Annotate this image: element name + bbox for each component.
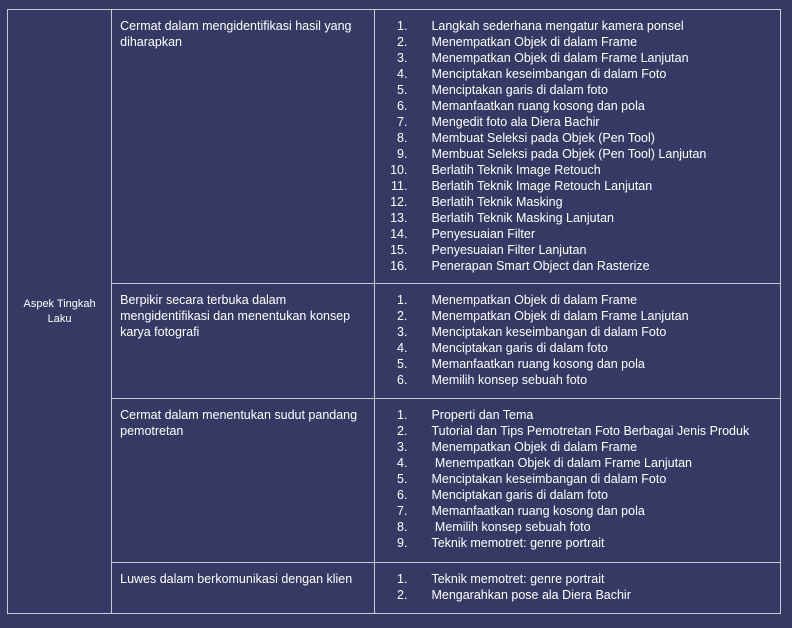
list-item-text: Menempatkan Objek di dalam Frame (431, 293, 638, 307)
list-item (375, 535, 776, 551)
indicator-cell (112, 563, 375, 614)
list-item-number: 12. (390, 195, 408, 209)
aspect-label: Aspek Tingkah Laku (23, 297, 96, 325)
list-item-number: 3. (397, 440, 408, 454)
table-row (8, 284, 781, 399)
list-item-number: 3. (397, 325, 408, 339)
list-item (375, 519, 776, 535)
list-item-text: Menciptakan keseimbangan di dalam Foto (431, 472, 667, 486)
list-item-text: Memilih konsep sebuah foto (431, 520, 591, 534)
list-item-number: 11. (391, 179, 408, 193)
list-item-text: Berlatih Teknik Image Retouch (431, 163, 601, 177)
indicator-text: Cermat dalam mengidentifikasi hasil yang diharapkan (120, 19, 352, 49)
material-list-cell (375, 284, 781, 399)
list-item-text: Memilih konsep sebuah foto (431, 373, 588, 387)
list-item-text: Menempatkan Objek di dalam Frame Lanjutan (431, 51, 689, 65)
list-item (375, 471, 776, 487)
list-item (375, 340, 776, 356)
list-item (375, 439, 776, 455)
list-item-number: 16. (390, 259, 408, 273)
list-item-text: Langkah sederhana mengatur kamera ponsel (431, 19, 684, 33)
list-item-number: 1. (397, 408, 408, 422)
list-item (375, 18, 776, 34)
list-item-number: 4. (397, 341, 408, 355)
list-item (375, 292, 776, 308)
list-item-text: Penerapan Smart Object dan Rasterize (431, 259, 650, 273)
list-item-number: 5. (397, 357, 408, 371)
list-item-number: 13. (390, 211, 408, 225)
indicator-text: Cermat dalam menentukan sudut pandang pemotretan (120, 408, 358, 438)
list-item-number: 6. (397, 373, 408, 387)
list-item (375, 308, 776, 324)
list-item-number: 3. (397, 51, 408, 65)
competency-table (7, 9, 781, 614)
list-item-text: Menciptakan garis di dalam foto (431, 488, 608, 502)
list-item (375, 98, 776, 114)
list-item (375, 130, 776, 146)
list-item-number: 10. (390, 163, 408, 177)
list-item (375, 178, 776, 194)
list-item (375, 34, 776, 50)
list-item-text: Menempatkan Objek di dalam Frame Lanjutan (431, 309, 689, 323)
list-item-text: Menciptakan keseimbangan di dalam Foto (431, 67, 667, 81)
list-item-text: Penyesuaian Filter Lanjutan (431, 243, 587, 257)
list-item-number: 6. (397, 99, 408, 113)
list-item-text: Membuat Seleksi pada Objek (Pen Tool) Lanjutan (431, 147, 707, 161)
list-item-number: 2. (397, 35, 408, 49)
list-item (375, 571, 776, 587)
list-item (375, 258, 776, 274)
list-item-text: Memanfaatkan ruang kosong dan pola (431, 504, 645, 518)
list-item-text: Teknik memotret: genre portrait (431, 572, 605, 586)
list-item (375, 423, 776, 439)
list-item-number: 8. (397, 131, 408, 145)
list-item-text: Menciptakan garis di dalam foto (431, 83, 608, 97)
list-item-text: Memanfaatkan ruang kosong dan pola (431, 357, 645, 371)
list-item-number: 2. (397, 424, 408, 438)
list-item-number: 1. (397, 19, 408, 33)
list-item-number: 5. (397, 472, 408, 486)
list-item-text: Menciptakan garis di dalam foto (431, 341, 608, 355)
list-item (375, 50, 776, 66)
list-item-text: Mengedit foto ala Diera Bachir (431, 115, 600, 129)
list-item-text: Teknik memotret: genre portrait (431, 536, 605, 550)
list-item-text: Berlatih Teknik Masking Lanjutan (431, 211, 614, 225)
list-item-number: 7. (397, 115, 408, 129)
list-item (375, 210, 776, 226)
table-row (8, 399, 781, 563)
list-item-number: 6. (397, 488, 408, 502)
list-item-text: Memanfaatkan ruang kosong dan pola (431, 99, 645, 113)
indicator-text: Luwes dalam berkomunikasi dengan klien (120, 572, 353, 586)
list-item (375, 66, 776, 82)
list-item (375, 356, 776, 372)
table-row (8, 10, 781, 284)
list-item-number: 4. (397, 67, 408, 81)
material-list-cell (375, 399, 781, 563)
list-item-number: 15. (390, 243, 408, 257)
aspect-cell (8, 10, 112, 614)
list-item-number: 5. (397, 83, 408, 97)
list-item (375, 587, 776, 603)
indicator-cell (112, 284, 375, 399)
list-item (375, 194, 776, 210)
list-item (375, 162, 776, 178)
list-item-text: Mengarahkan pose ala Diera Bachir (431, 588, 631, 602)
indicator-cell (112, 399, 375, 563)
list-item (375, 487, 776, 503)
list-item-number: 7. (397, 504, 408, 518)
list-item-text: Berlatih Teknik Image Retouch Lanjutan (431, 179, 653, 193)
list-item-text: Menempatkan Objek di dalam Frame Lanjutan (431, 456, 693, 470)
list-item-number: 2. (397, 309, 408, 323)
list-item (375, 82, 776, 98)
list-item-text: Menempatkan Objek di dalam Frame (431, 440, 638, 454)
list-item (375, 407, 776, 423)
list-item (375, 455, 776, 471)
list-item-text: Membuat Seleksi pada Objek (Pen Tool) (431, 131, 655, 145)
list-item-text: Penyesuaian Filter (431, 227, 535, 241)
list-item-text: Menciptakan keseimbangan di dalam Foto (431, 325, 667, 339)
list-item-number: 1. (397, 293, 408, 307)
list-item-number: 9. (397, 147, 408, 161)
list-item-number: 8. (397, 520, 408, 534)
list-item-number: 2. (397, 588, 408, 602)
list-item-number: 4. (397, 456, 408, 470)
material-list-cell (375, 10, 781, 284)
list-item-number: 14. (390, 227, 408, 241)
list-item (375, 242, 776, 258)
list-item-text: Tutorial dan Tips Pemotretan Foto Berbagai Jenis Produk (431, 424, 750, 438)
table-row (8, 563, 781, 614)
list-item (375, 114, 776, 130)
list-item (375, 372, 776, 388)
list-item-number: 1. (397, 572, 408, 586)
list-item-text: Berlatih Teknik Masking (431, 195, 563, 209)
list-item (375, 226, 776, 242)
list-item (375, 324, 776, 340)
list-item (375, 146, 776, 162)
indicator-cell (112, 10, 375, 284)
list-item-text: Menempatkan Objek di dalam Frame (431, 35, 638, 49)
list-item (375, 503, 776, 519)
list-item-text: Properti dan Tema (431, 408, 534, 422)
indicator-text: Berpikir secara terbuka dalam mengidentifikasi dan menentukan konsep karya fotografi (120, 293, 351, 339)
list-item-number: 9. (397, 536, 408, 550)
material-list-cell (375, 563, 781, 614)
